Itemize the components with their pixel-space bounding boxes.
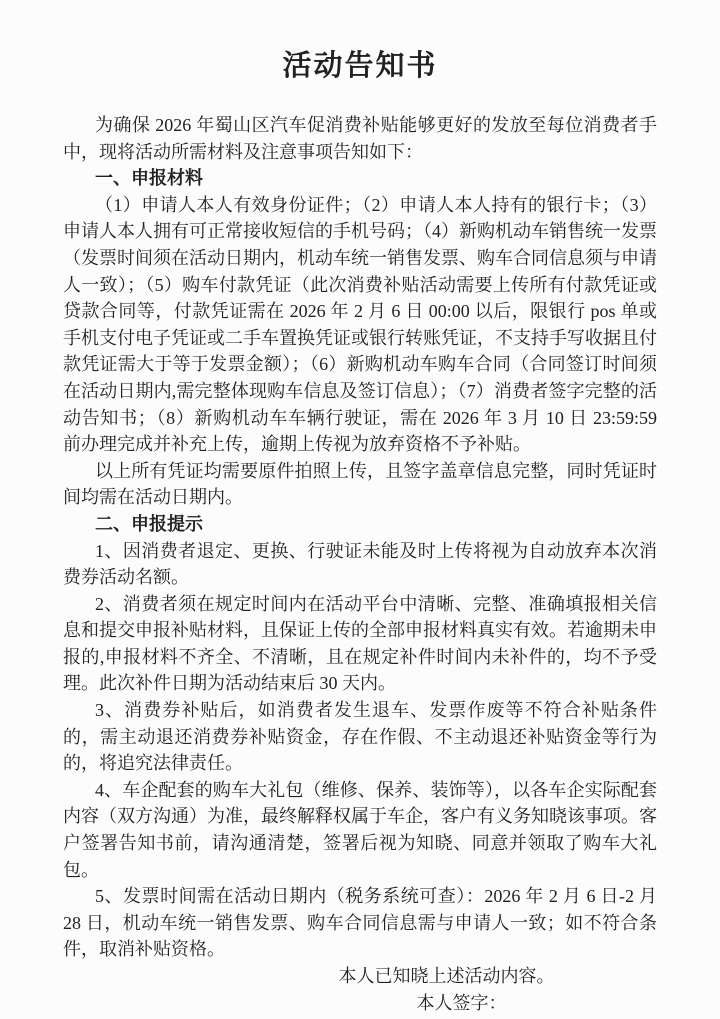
section-2-heading: 二、申报提示 bbox=[95, 513, 203, 534]
paragraph-intro: 为确保 2026 年蜀山区汽车促消费补贴能够更好的发放至每位消费者手中，现将活动所需材料及注意事项告知如下： bbox=[63, 115, 657, 162]
document-title: 活动告知书 bbox=[282, 50, 438, 82]
item-1-forfeit: 1、因消费者退定、更换、行驶证未能及时上传将视为自动放弃本次消费券活动名额。 bbox=[63, 540, 657, 588]
signature-label: 本人签字： bbox=[416, 992, 507, 1013]
item-5-invoice-period: 5、发票时间需在活动日期内（税务系统可查）：2026 年 2 月 6 日-2 月 28 日，机动车统一销售发票、购车合同信息需与申请人一致；如不符合条件，取消补贴资格。 bbox=[63, 886, 657, 960]
section-1-heading: 一、申报材料 bbox=[95, 168, 203, 189]
paragraph-originals-note: 以上所有凭证均需要原件拍照上传，且签字盖章信息完整，同时凭证时间均需在活动日期内。 bbox=[63, 460, 657, 508]
section-1-materials-list: （1）申请人本人有效身份证件；（2）申请人本人持有的银行卡；（3）申请人本人拥有可正常接收短信的手机号码；（4）新购机动车销售统一发票（发票时间须在活动日期内，机动车统一销售发票、购车合同信息须与申请人一致）；（5）购车付款凭证（此次消费补贴活动需要上传所有付款凭证或贷款合同等，付款凭证需在 2026 年 2 月 6 日 00:00 以后，限银行 pos 单或手机支付电子凭证或二手车置换凭证或银行转账凭证，不支持手写收据且付款凭证需大于等于发票金额）；（6）新购机动车购车合同（合同签订时间须在活动日期内,需完整体现购车信息及签订信息）；（7）消费者签字完整的活动告知书；（8）新购机动车车辆行驶证，需在 2026 年 3 月 10 日 23:59:59 前办理完成并补充上传，逾期上传视为放弃资格不予补贴。 bbox=[63, 194, 657, 455]
acknowledgement-line: 本人已知晓上述活动内容。 bbox=[338, 966, 555, 986]
item-4-gift-package: 4、车企配套的购车大礼包（维修、保养、装饰等），以各车企实际配套内容（双方沟通）为准，最终解释权属于车企，客户有义务知晓该事项。客户签署告知书前，请沟通清楚，签署后视为知晓、同意并领取了购车大礼包。 bbox=[63, 779, 657, 880]
document-body bbox=[63, 112, 657, 1016]
item-3-refund: 3、消费券补贴后，如消费者发生退车、发票作废等不符合补贴条件的，需主动退还消费券补贴资金，存在作假、不主动退还补贴资金等行为的，将追究法律责任。 bbox=[63, 700, 657, 774]
item-2-deadline: 2、消费者须在规定时间内在活动平台中清晰、完整、准确填报相关信息和提交申报补贴材料，且保证上传的全部申报材料真实有效。若逾期未申报的,申报材料不齐全、不清晰，且在规定补件时间内未补件的，均不予受理。此次补件日期为活动结束后 30 天内。 bbox=[63, 593, 657, 694]
